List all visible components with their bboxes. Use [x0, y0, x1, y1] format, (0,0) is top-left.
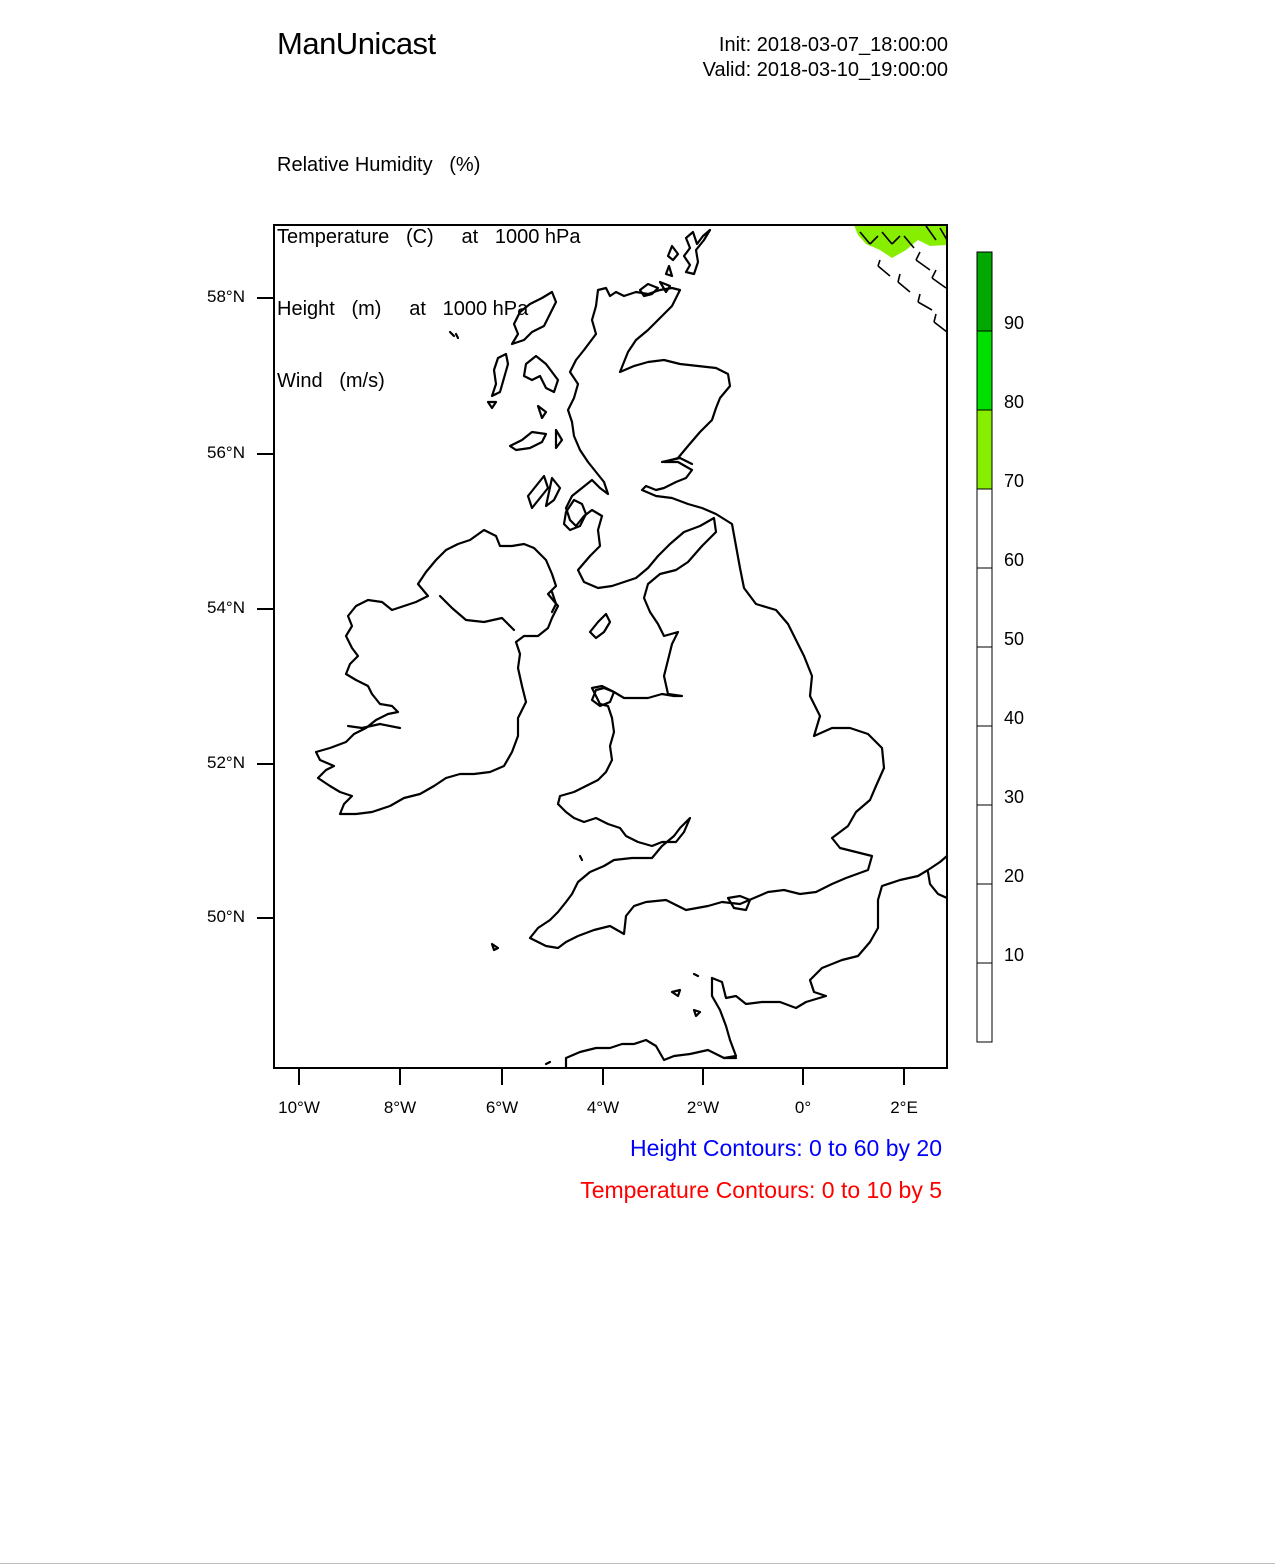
- coast-ireland-north: [440, 596, 514, 630]
- coast-shetland-west: [666, 246, 678, 276]
- coast-shetland: [684, 230, 710, 274]
- wind-barb: [898, 274, 910, 292]
- lat-label-58n: 58°N: [207, 287, 245, 306]
- coast-brittany: [566, 1040, 736, 1068]
- coast-great-britain: [530, 288, 884, 948]
- colorbar-bin-50-60: [977, 568, 992, 647]
- coast-france-pas: [928, 872, 947, 898]
- page-bottom-rule: [0, 1563, 1275, 1564]
- lat-label-52n: 52°N: [207, 753, 245, 772]
- coast-channel-islands: [672, 974, 700, 1016]
- wind-barb: [916, 252, 930, 270]
- coast-galway: [348, 724, 400, 728]
- colorbar-bin-10-20: [977, 884, 992, 963]
- coast-small-isles: [450, 332, 458, 338]
- colorbar-label-60: 60: [1004, 550, 1025, 570]
- coast-harris-uist: [488, 354, 508, 408]
- colorbar-bin-20-30: [977, 805, 992, 884]
- colorbar-label-30: 30: [1004, 787, 1025, 807]
- lat-label-56n: 56°N: [207, 443, 245, 462]
- lon-label-6w: 6°W: [485, 1098, 519, 1117]
- colorbar-bin-80-90: [977, 331, 992, 410]
- colorbar-label-10: 10: [1004, 945, 1025, 965]
- colorbar: [977, 252, 992, 1042]
- coast-islay-jura: [528, 476, 560, 508]
- map-frame: [274, 225, 947, 1068]
- coast-lewis: [512, 292, 556, 344]
- wind-barb: [918, 294, 932, 310]
- lon-label-2e: 2°E: [890, 1098, 918, 1117]
- colorbar-label-50: 50: [1004, 629, 1025, 649]
- field-wind: Wind (m/s): [277, 370, 385, 392]
- coastlines: [316, 230, 947, 1068]
- temperature-contour-note: Temperature Contours: 0 to 10 by 5: [580, 1177, 942, 1203]
- lon-label-0: 0°: [794, 1098, 812, 1117]
- coast-france-normandy: [712, 856, 947, 1008]
- coast-ireland: [316, 530, 558, 814]
- lon-ticks: [299, 1068, 904, 1085]
- colorbar-label-80: 80: [1004, 392, 1025, 412]
- wind-barb: [878, 260, 890, 276]
- colorbar-bin-40-50: [977, 647, 992, 726]
- colorbar-bin-60-70: [977, 489, 992, 568]
- field-rh: Relative Humidity (%): [277, 154, 481, 176]
- lat-label-50n: 50°N: [207, 907, 245, 926]
- coast-lundy: [580, 856, 582, 860]
- wind-barb: [932, 270, 946, 288]
- colorbar-bin-70-80: [977, 410, 992, 489]
- colorbar-bin-90-100: [977, 252, 992, 331]
- colorbar-label-20: 20: [1004, 866, 1025, 886]
- map-content: [316, 225, 947, 1068]
- height-contour-note: Height Contours: 0 to 60 by 20: [630, 1135, 942, 1161]
- field-height: Height (m) at 1000 hPa: [277, 298, 529, 320]
- coast-ushant: [546, 1062, 550, 1064]
- colorbar-label-70: 70: [1004, 471, 1025, 491]
- coast-mull: [510, 432, 546, 450]
- coast-isle-of-man: [590, 614, 610, 638]
- colorbar-label-40: 40: [1004, 708, 1025, 728]
- colorbar-bin-0-10: [977, 963, 992, 1042]
- plot-title: ManUnicast: [277, 26, 436, 61]
- lon-label-4w: 4°W: [586, 1098, 620, 1117]
- valid-time: Valid: 2018-03-10_19:00:00: [702, 59, 948, 81]
- lat-ticks: [257, 298, 274, 918]
- lon-label-10w: 10°W: [278, 1098, 320, 1117]
- colorbar-bin-30-40: [977, 726, 992, 805]
- colorbar-label-90: 90: [1004, 313, 1025, 333]
- wind-barb: [934, 314, 947, 332]
- lon-label-8w: 8°W: [383, 1098, 417, 1117]
- lon-label-2w: 2°W: [686, 1098, 720, 1117]
- lat-label-54n: 54°N: [207, 598, 245, 617]
- field-temperature: Temperature (C) at 1000 hPa: [277, 226, 581, 248]
- coast-skye: [524, 356, 558, 392]
- init-time: Init: 2018-03-07_18:00:00: [718, 34, 948, 56]
- coast-scilly: [492, 944, 498, 950]
